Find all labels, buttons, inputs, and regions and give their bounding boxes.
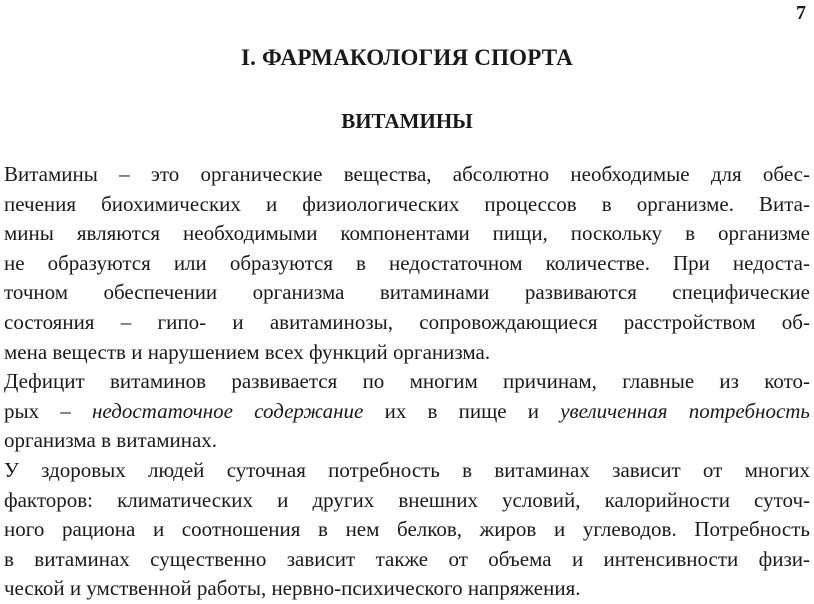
paragraph-definition bbox=[4, 160, 810, 367]
text-line: ческой и умственной работы, нервно-психического напряжения. bbox=[4, 576, 581, 601]
text-line: У здоровых людей суточная потребность в витаминах зависит от многих bbox=[4, 457, 810, 482]
chapter-title: I. ФАРМАКОЛОГИЯ СПОРТА bbox=[241, 45, 573, 70]
text-segment: рых – bbox=[4, 398, 93, 423]
emphasis-increased-need: увеличенная потребность bbox=[560, 398, 810, 423]
text-line: точном обеспечении организма витаминами развиваются специфические bbox=[4, 280, 810, 305]
section-title: ВИТАМИНЫ bbox=[341, 109, 473, 133]
text-line: Витамины – это органические вещества, абсолютно необходимые для обес- bbox=[4, 162, 810, 186]
text-line: факторов: климатических и других внешних условий, калорийности суточ- bbox=[4, 487, 810, 512]
text-line-with-emphasis bbox=[4, 397, 810, 427]
text-line: в витаминах существенно зависит также от объема и интенсивности физи- bbox=[4, 546, 810, 571]
text-line: не образуются или образуются в недостаточном количестве. При недоста- bbox=[4, 250, 810, 275]
text-line: мена веществ и нарушением всех функций организма. bbox=[4, 339, 491, 364]
text-line: организма в витаминах. bbox=[4, 428, 218, 453]
emphasis-insufficient-content: недостаточное содержание bbox=[92, 398, 364, 423]
text-segment: их в пище и bbox=[363, 398, 561, 423]
paragraph-daily-need bbox=[4, 456, 810, 604]
text-line: мины являются необходимыми компонентами пищи, поскольку в организме bbox=[4, 221, 810, 246]
body-text bbox=[4, 160, 810, 604]
text-line: состояния – гипо- и авитаминозы, сопровождающиеся расстройством об- bbox=[4, 309, 810, 334]
text-line: Дефицит витаминов развивается по многим причинам, главные из кото- bbox=[4, 369, 810, 394]
text-line: печения биохимических и физиологических процессов в организме. Вита- bbox=[4, 191, 810, 216]
page-number: 7 bbox=[796, 2, 806, 24]
paragraph-deficiency bbox=[4, 367, 810, 456]
text-line: ного рациона и соотношения в нем белков, жиров и углеводов. Потребность bbox=[4, 517, 810, 542]
